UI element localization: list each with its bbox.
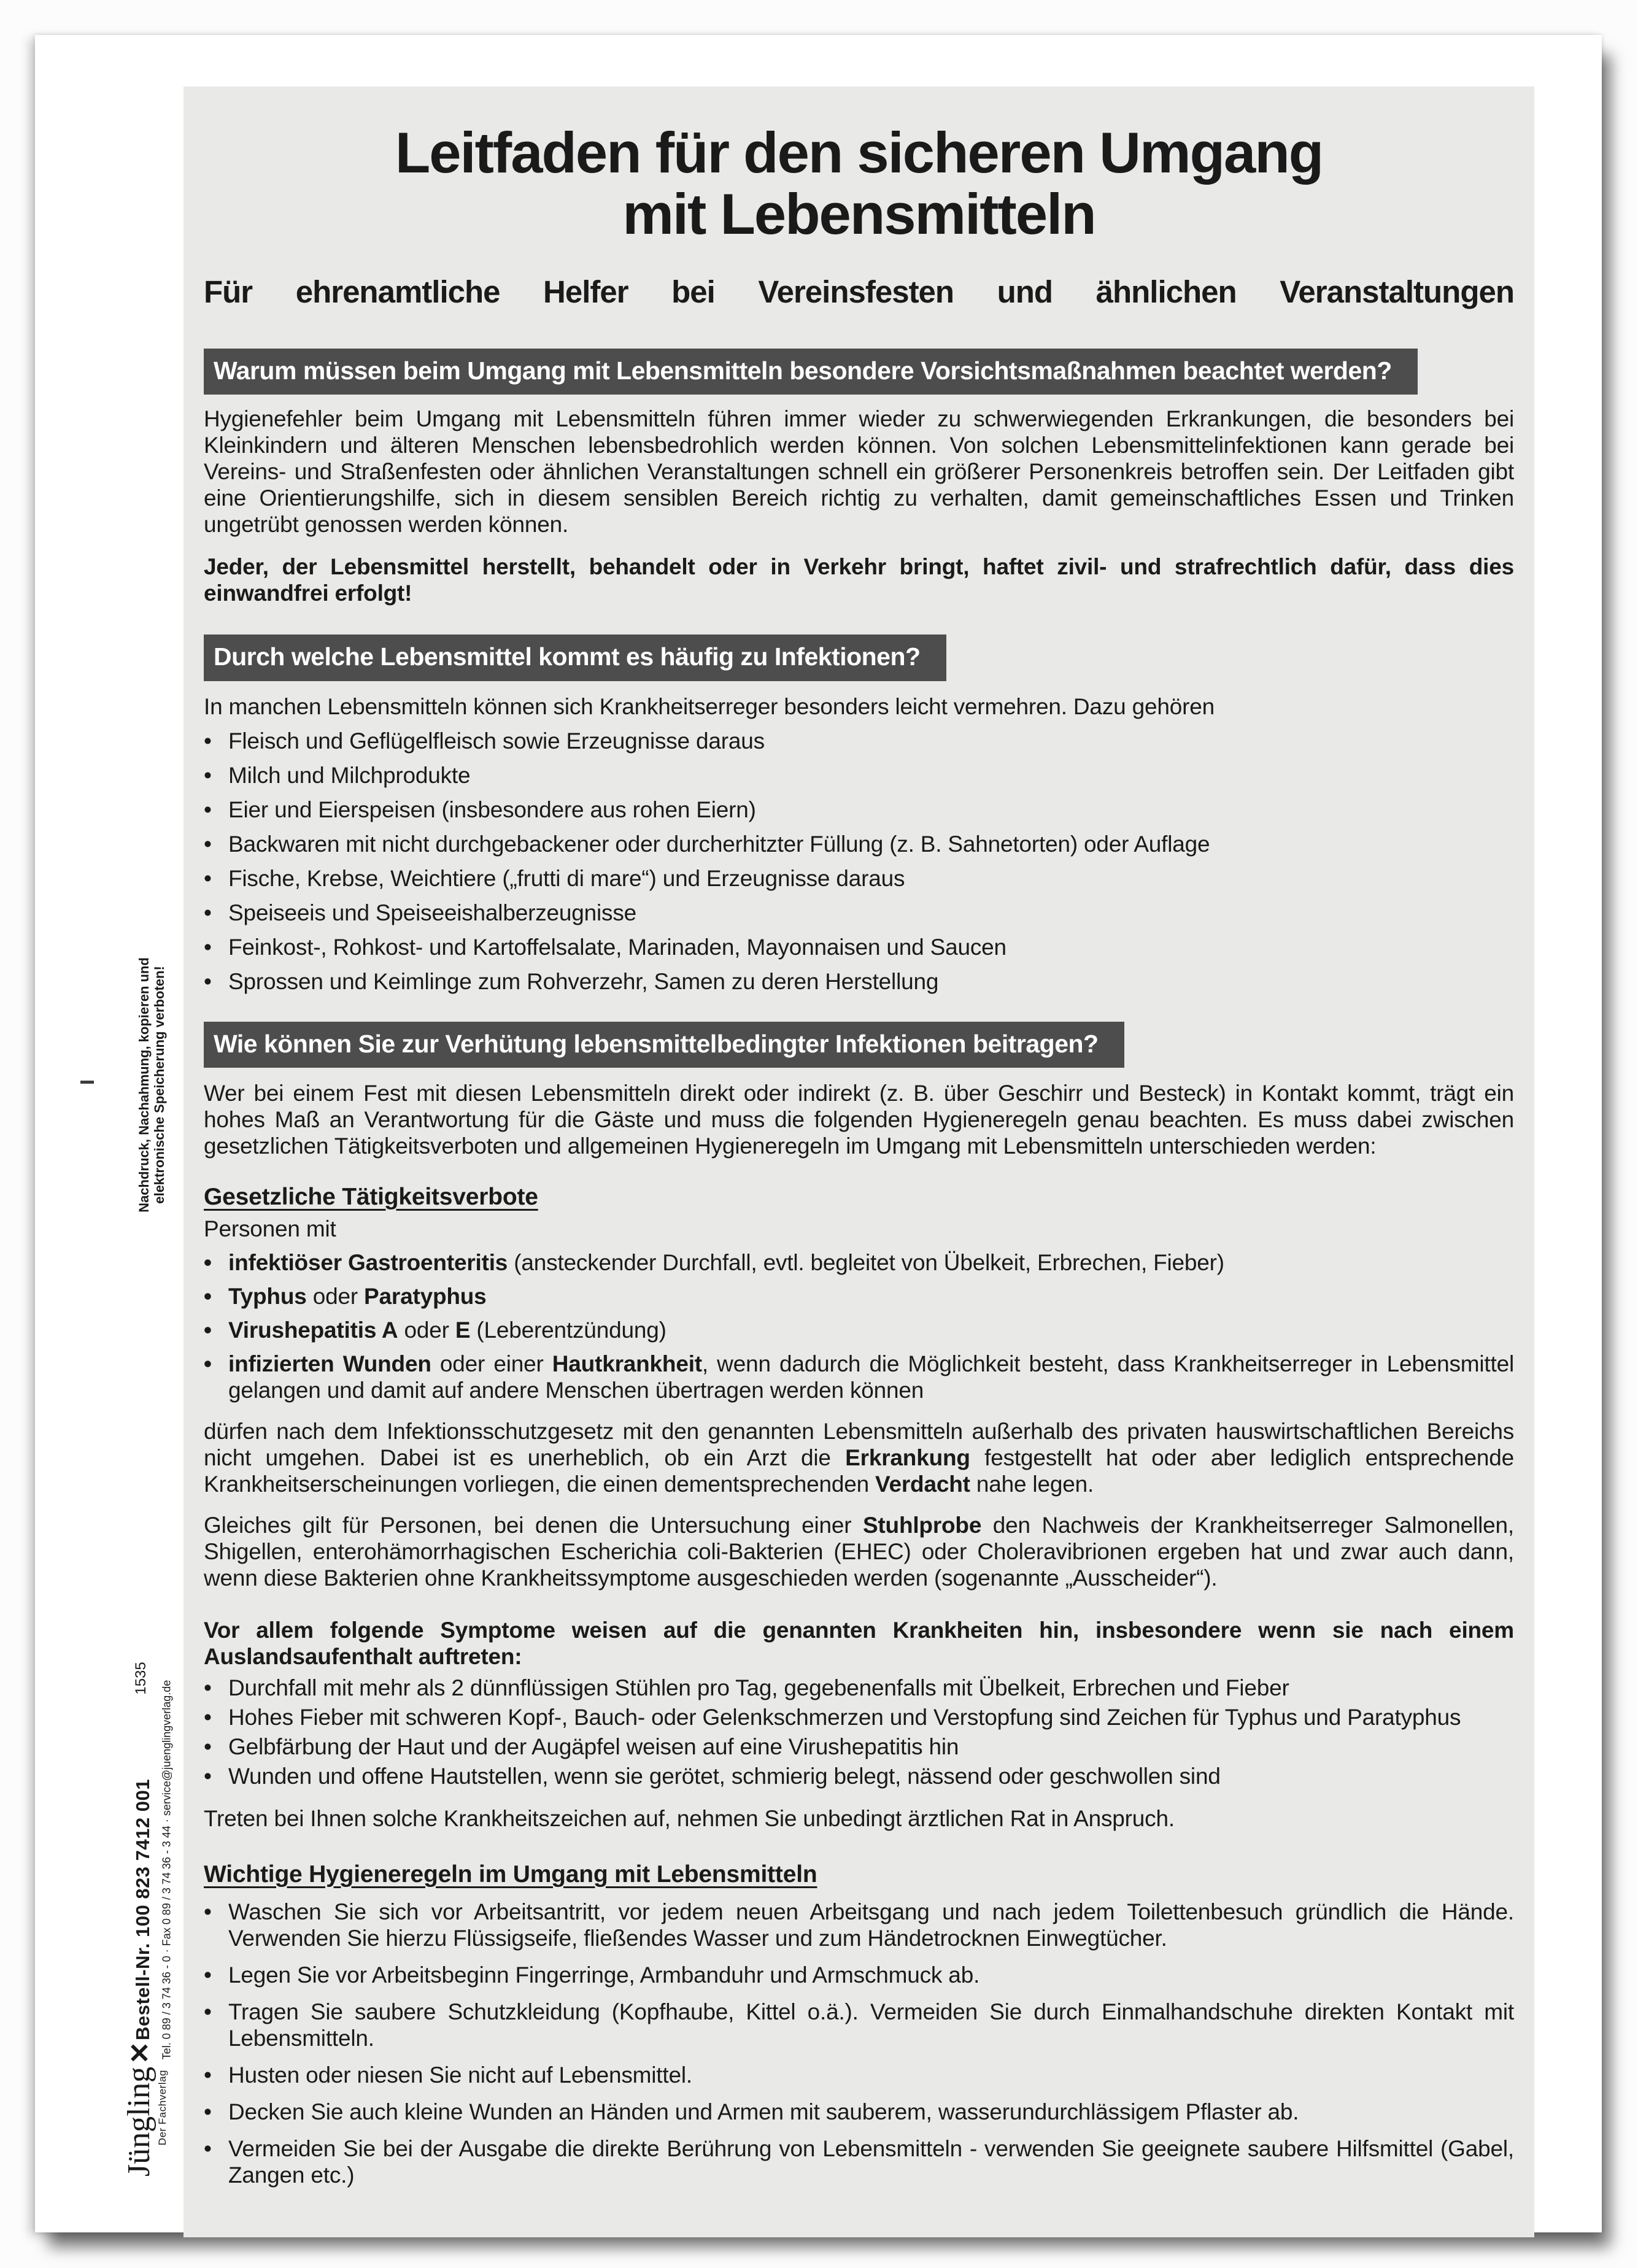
list-item-text: Milch und Milchprodukte — [228, 762, 471, 788]
subheading-hygiene: Wichtige Hygieneregeln im Umgang mit Lebensmitteln — [204, 1861, 817, 1888]
stool-post: den Nachweis der Krankheitserreger Salmonellen, Shigellen, enterohämorrhagischen Escherichia coli-Bakterien (EHEC) oder Choleravibrionen ergeben hat und zwar auch dann, wenn diese Bakterien ohne Krankheitssymptome ausgeschieden werden (sogenannte „Ausscheider“). — [204, 1512, 1514, 1591]
bullet-icon: • — [204, 1675, 212, 1700]
paragraph-liability: Jeder, der Lebensmittel herstellt, behandelt oder in Verkehr bringt, haftet zivil- und strafrechtlich dafür, dass dies einwandfrei erfolgt! — [204, 554, 1514, 606]
list-item — [204, 934, 1514, 960]
list-item-text — [228, 1351, 1514, 1403]
list-bans — [204, 1249, 1514, 1403]
bullet-icon: • — [204, 1704, 212, 1730]
stool-pre: Gleiches gilt für Personen, bei denen die Untersuchung einer — [204, 1512, 863, 1538]
list-item — [204, 1675, 1514, 1701]
list-item-text: Backwaren mit nicht durchgebackener oder durcherhitzter Füllung (z. B. Sahnetorten) oder Auflage — [228, 831, 1210, 857]
list-item-text: Waschen Sie sich vor Arbeitsantritt, vor jedem neuen Arbeitsgang und nach jedem Toilettenbesuch gründlich die Hände. Verwenden Sie hierzu Flüssigseife, fließendes Wasser und zum Händetrocknen Einwegtücher. — [228, 1899, 1514, 1951]
list-item-text — [228, 1283, 1514, 1310]
page-title — [228, 122, 1489, 244]
paragraph-which-foods-intro: In manchen Lebensmitteln können sich Krankheitserreger besonders leicht vermehren. Dazu gehören — [204, 693, 1215, 719]
list-symptoms — [204, 1675, 1514, 1789]
subheading-bans: Gesetzliche Tätigkeitsverbote — [204, 1183, 538, 1210]
list-item — [204, 831, 1514, 857]
publisher-wordmark — [123, 2042, 155, 2177]
list-item — [204, 2099, 1514, 2125]
list-item-text: Feinkost-, Rohkost- und Kartoffelsalate, Marinaden, Mayonnaisen und Saucen — [228, 934, 1006, 960]
consequence-post: nahe legen. — [970, 1471, 1094, 1497]
list-item — [204, 1283, 1514, 1310]
ban-connector: oder — [306, 1283, 365, 1309]
fold-mark — [80, 1081, 94, 1084]
paragraph-doctor-note: Treten bei Ihnen solche Krankheitszeichen auf, nehmen Sie unbedingt ärztlichen Rat in Anspruch. — [204, 1805, 1175, 1831]
list-item — [204, 1249, 1514, 1276]
bullet-icon: • — [204, 900, 212, 925]
list-item-text: Vermeiden Sie bei der Ausgabe die direkte Berührung von Lebensmitteln - verwenden Sie geeignete saubere Hilfsmittel (Gabel, Zangen etc.) — [228, 2135, 1514, 2188]
bullet-icon: • — [204, 934, 212, 960]
order-number: Bestell-Nr. 100 823 7412 001 — [132, 1779, 153, 2040]
list-item — [204, 1999, 1514, 2051]
consequence-pre: dürfen nach dem Infektionsschutzgesetz mit den genannten Lebensmitteln außerhalb des privaten hauswirtschaftlichen Bereichs nicht umgehen. Dabei ist es unerheblich, ob ein Arzt die — [204, 1418, 1514, 1470]
ban-connector: oder — [398, 1317, 455, 1343]
consequence-term: Verdacht — [875, 1471, 970, 1497]
publisher-logo — [123, 2042, 169, 2177]
list-hygiene-rules — [204, 1899, 1514, 2188]
bullet-icon: • — [204, 1317, 212, 1343]
bullet-icon: • — [204, 796, 212, 822]
bullet-icon: • — [204, 1351, 212, 1376]
list-item — [204, 1704, 1514, 1730]
list-item-text: Hohes Fieber mit schweren Kopf-, Bauch- oder Gelenkschmerzen und Verstopfung sind Zeichen für Typhus und Paratyphus — [228, 1704, 1461, 1730]
copyright-notice: Nachdruck, Nachahmung, kopieren und elektronische Speicherung verboten! — [136, 957, 167, 1213]
ban-term: Hautkrankheit — [552, 1351, 702, 1376]
ban-connector: oder einer — [431, 1351, 552, 1376]
list-item — [204, 1351, 1514, 1403]
bullet-icon: • — [204, 2135, 212, 2161]
bullet-icon: • — [204, 1763, 212, 1789]
bullet-icon: • — [204, 1734, 212, 1759]
ban-term: infektiöser Gastroenteritis — [228, 1249, 508, 1275]
list-item — [204, 2135, 1514, 2188]
section-heading-which-foods: Durch welche Lebensmittel kommt es häufig zu Infektionen? — [204, 634, 946, 681]
paragraph-why-body: Hygienefehler beim Umgang mit Lebensmitteln führen immer wieder zu schwerwiegenden Erkrankungen, die besonders bei Kleinkindern und älteren Menschen lebensbedrohlich werden können. Von solchen Lebensmittelinfektionen kann gerade bei Vereins- und Straßenfesten oder ähnlichen Veranstaltungen schnell ein größerer Personenkreis betroffen sein. Der Leitfaden gibt eine Orientierungshilfe, sich in diesem sensiblen Bereich richtig zu verhalten, damit gemeinschaftliches Essen und Trinken ungetrübt genossen werden können. — [204, 406, 1514, 538]
list-risky-foods — [204, 728, 1514, 995]
bullet-icon: • — [204, 728, 212, 754]
bullet-icon: • — [204, 968, 212, 994]
list-item-text: Husten oder niesen Sie nicht auf Lebensmittel. — [228, 2062, 692, 2088]
bullet-icon: • — [204, 1899, 212, 1924]
list-item-text: Durchfall mit mehr als 2 dünnflüssigen Stühlen pro Tag, gegebenenfalls mit Übelkeit, Erbrechen und Fieber — [228, 1675, 1289, 1700]
list-item-text: Sprossen und Keimlinge zum Rohverzehr, Samen zu deren Herstellung — [228, 968, 939, 994]
list-item-text: Wunden und offene Hautstellen, wenn sie gerötet, schmierig belegt, nässend oder geschwollen sind — [228, 1763, 1221, 1789]
bullet-icon: • — [204, 831, 212, 857]
section-heading-why: Warum müssen beim Umgang mit Lebensmitteln besondere Vorsichtsmaßnahmen beachtet werden? — [204, 349, 1418, 395]
consequence-term: Erkrankung — [845, 1444, 970, 1470]
list-item — [204, 796, 1514, 823]
list-item — [204, 2062, 1514, 2088]
list-item — [204, 968, 1514, 995]
page-title-line1: Leitfaden für den sicheren Umgang — [395, 120, 1323, 185]
ban-term: Typhus — [228, 1283, 307, 1309]
ban-term: infizierten Wunden — [228, 1351, 431, 1376]
list-item — [204, 728, 1514, 754]
list-item-text: Gelbfärbung der Haut und der Augäpfel weisen auf eine Virushepatitis hin — [228, 1734, 959, 1759]
list-item-text: Fleisch und Geflügelfleisch sowie Erzeugnisse daraus — [228, 728, 765, 754]
bullet-icon: • — [204, 1999, 212, 2024]
bullet-icon: • — [204, 1962, 212, 1988]
content-panel — [184, 87, 1534, 2237]
list-item-text: Legen Sie vor Arbeitsbeginn Fingerringe, Armbanduhr und Armschmuck ab. — [228, 1962, 980, 1988]
page-title-line2: mit Lebensmitteln — [622, 181, 1095, 246]
bullet-icon: • — [204, 2062, 212, 2088]
list-item — [204, 1899, 1514, 1951]
publisher-logo-icon: ✕ — [125, 2041, 155, 2064]
list-item — [204, 1763, 1514, 1789]
document-page — [35, 35, 1602, 2232]
bullet-icon: • — [204, 1283, 212, 1309]
ban-term: E — [455, 1317, 471, 1343]
list-item — [204, 762, 1514, 789]
list-item — [204, 865, 1514, 892]
page-subtitle: Für ehrenamtliche Helfer bei Vereinsfesten und ähnlichen Veranstaltungen — [204, 274, 1514, 310]
consequence-mid: festgestellt hat oder aber lediglich entsprechende Krankheitserscheinungen vorliegen, die einen dementsprechenden — [204, 1444, 1514, 1497]
publisher-contact: Tel. 0 89 / 3 74 36 - 0 · Fax 0 89 / 3 74 36 - 3 44 · service@juenglingverlag.de — [160, 1680, 173, 2060]
list-item — [204, 1734, 1514, 1760]
ban-rest: (ansteckender Durchfall, evtl. begleitet von Übelkeit, Erbrechen, Fieber) — [508, 1249, 1224, 1275]
paragraph-prevention-intro: Wer bei einem Fest mit diesen Lebensmitteln direkt oder indirekt (z. B. über Geschirr und Besteck) in Kontakt kommt, trägt ein hohes Maß an Verantwortung für die Gäste und muss die folgenden Hygieneregeln genau beachten. Es muss dabei zwischen gesetzlichen Tätigkeitsverboten und allgemeinen Hygieneregeln im Umgang mit Lebensmitteln unterschieden werden: — [204, 1080, 1514, 1159]
stool-term: Stuhlprobe — [862, 1512, 982, 1538]
ban-rest: , wenn dadurch die Möglichkeit besteht, dass Krankheitserreger in Lebensmittel gelangen und damit auf andere Menschen übertragen werden können — [228, 1351, 1514, 1403]
section-heading-prevention: Wie können Sie zur Verhütung lebensmittelbedingter Infektionen beitragen? — [204, 1022, 1124, 1068]
list-item-text: Decken Sie auch kleine Wunden an Händen und Armen mit sauberem, wasserundurchlässigem Pflaster ab. — [228, 2099, 1299, 2124]
publisher-tagline: Der Fachverlag — [156, 2069, 168, 2146]
list-item — [204, 900, 1514, 926]
paragraph-ban-consequence — [204, 1418, 1514, 1497]
form-number: 1535 — [133, 1662, 149, 1695]
bullet-icon: • — [204, 1249, 212, 1275]
list-item-text: Eier und Eierspeisen (insbesondere aus rohen Eiern) — [228, 796, 756, 822]
paragraph-symptoms-lead: Vor allem folgende Symptome weisen auf die genannten Krankheiten hin, insbesondere wenn sie nach einem Auslandsaufenthalt auftreten: — [204, 1617, 1514, 1669]
list-item-text: Tragen Sie saubere Schutzkleidung (Kopfhaube, Kittel o.ä.). Vermeiden Sie durch Einmalhandschuhe direkten Kontakt mit Lebensmitteln. — [228, 1999, 1514, 2051]
ban-term: Paratyphus — [364, 1283, 487, 1309]
list-item — [204, 1962, 1514, 1988]
bullet-icon: • — [204, 2099, 212, 2124]
list-item — [204, 1317, 1514, 1343]
bullet-icon: • — [204, 762, 212, 788]
publisher-name: Jüngling — [122, 2066, 156, 2177]
list-item-text — [228, 1249, 1514, 1276]
list-item-text — [228, 1317, 1514, 1343]
paragraph-stool-sample — [204, 1512, 1514, 1591]
ban-rest: (Leberentzündung) — [470, 1317, 666, 1343]
paragraph-bans-lead: Personen mit — [204, 1216, 336, 1241]
ban-term: Virushepatitis A — [228, 1317, 398, 1343]
bullet-icon: • — [204, 865, 212, 891]
list-item-text: Fische, Krebse, Weichtiere („frutti di mare“) und Erzeugnisse daraus — [228, 865, 905, 891]
list-item-text: Speiseeis und Speiseeishalberzeugnisse — [228, 900, 637, 925]
